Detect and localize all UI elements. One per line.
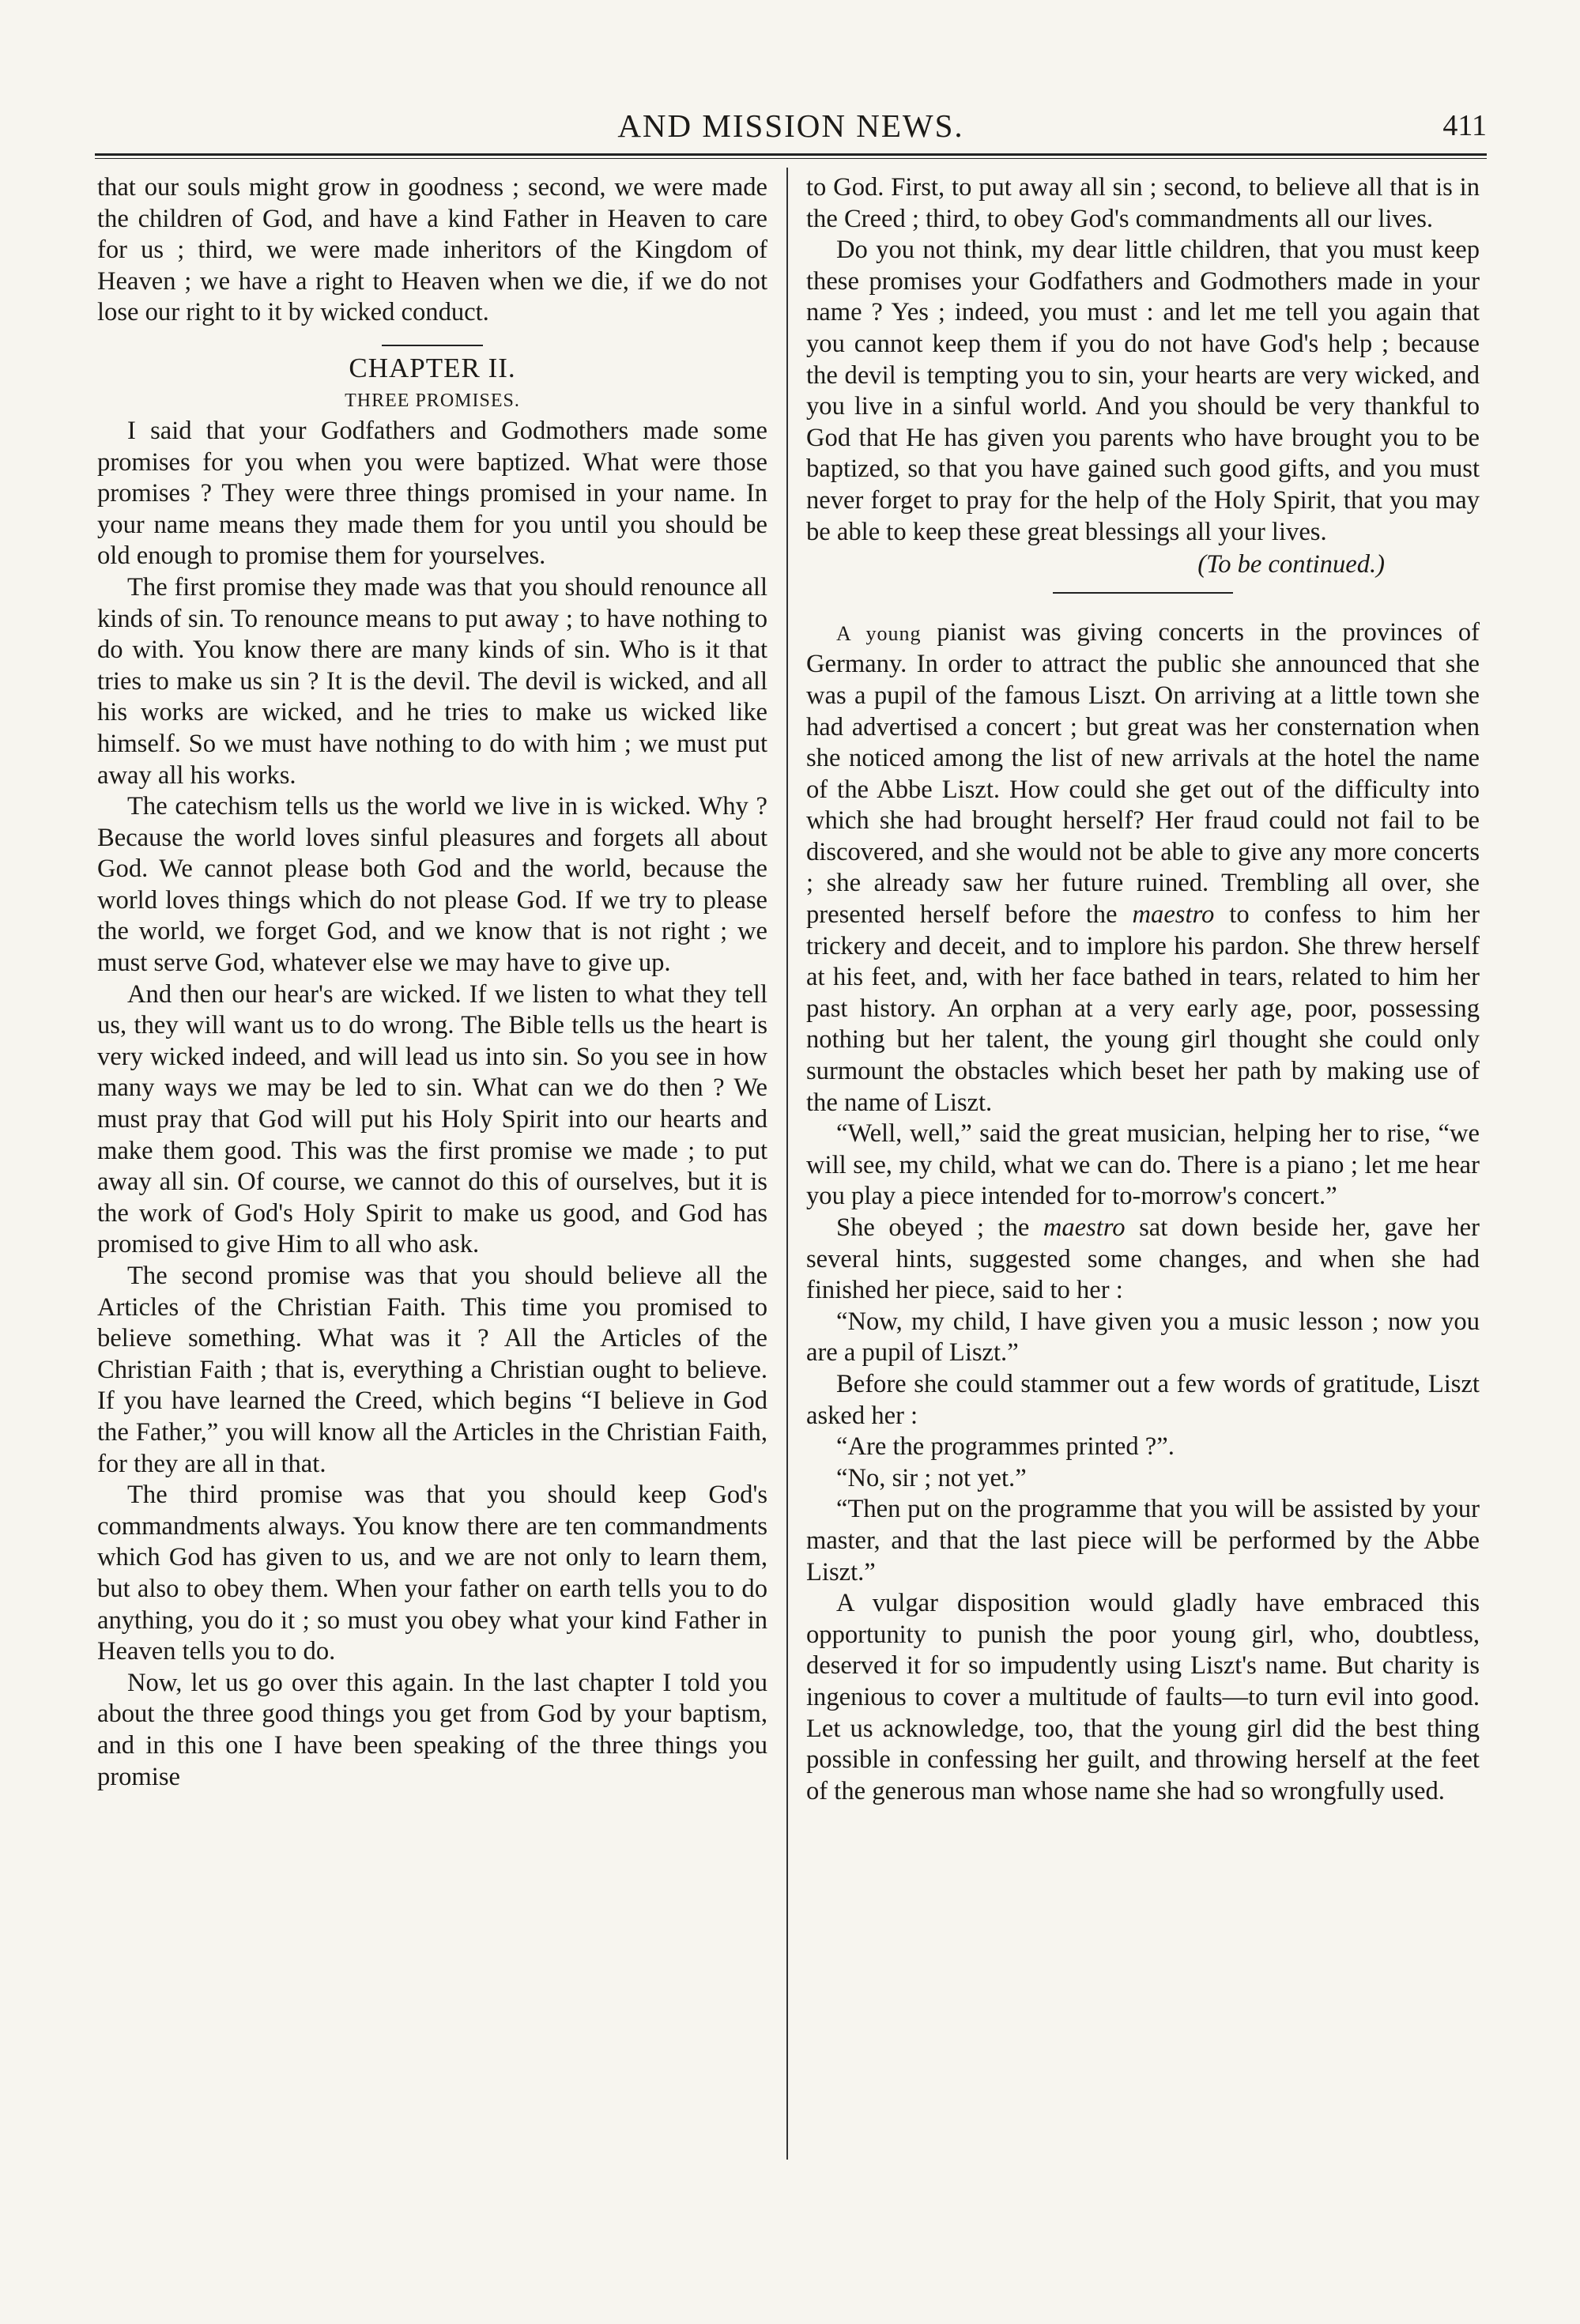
chapter-title: CHAPTER II. <box>349 352 516 383</box>
running-header <box>95 101 1487 150</box>
paragraph: The catechism tells us the world we live in is wicked. Why ? Because the world loves sinful pleasures and forgets all about God. We cannot please both God and the world, because the world loves things which do not please God. If we try to please the world, we forget God, and we know that is not right ; we must serve God, whatever else we may have to give up. <box>97 792 767 978</box>
maestro-word: maestro <box>1132 900 1215 930</box>
paragraph: “Then put on the programme that you will be assisted by your master, and that the last piece will be performed by the Abbe Liszt.” <box>806 1495 1480 1586</box>
story-text: She obeyed ; the <box>836 1213 1030 1242</box>
to-be-continued: (To be continued.) <box>1197 550 1385 579</box>
header-rule <box>95 153 1487 159</box>
paragraph: “No, sir ; not yet.” <box>836 1463 1027 1492</box>
paragraph: “Now, my child, I have given you a music lesson ; now you are a pupil of Liszt.” <box>806 1307 1480 1368</box>
paragraph: Do you not think, my dear little children, that you must keep these promises your Godfathers and Godmothers made in your name ? Yes ; indeed, you must : and let me tell you again that you cannot keep them if you do not have God's help ; because the devil is tempting you to sin, your hearts are very wicked, and you live in a sinful world. And you should be very thankful to God that He has given you parents who have brought you to be baptized, so that you have gained such good gifts, and you must never forget to pray for the help of the Holy Spirit, that you may be able to keep these great blessings all your lives. <box>806 236 1480 546</box>
right-column <box>806 172 1480 1807</box>
chapter-subtitle: THREE PROMISES. <box>345 390 520 411</box>
paragraph: A vulgar disposition would gladly have embraced this opportunity to punish the poor young girl, who, doubtless, deserved it for so impudently using Liszt's name. But charity is ingenious to cover a multitude of faults—to turn evil into good. Let us acknowledge, too, that the young girl did the best thing possible in confessing her guilt, and throwing herself at the feet of the generous man whose name she had so wrongfully used. <box>806 1589 1480 1805</box>
paragraph: The third promise was that you should keep God's commandments always. You know there are ten commandments which God has given to us, and we are not only to learn them, but also to obey them. When your father on earth tells you to do anything, you do it ; so must you obey what your kind Father in Heaven tells you to do. <box>97 1481 767 1666</box>
paragraph: The first promise they made was that you should renounce all kinds of sin. To renounce means to put away ; to have nothing to do with. You know there are many kinds of sin. Who is it that tries to make us sin ? It is the devil. The devil is wicked, and all his works are wicked, and he tries to make us wicked like himself. So we must have nothing to do with him ; we must put away all his works. <box>97 572 767 790</box>
article-separator <box>1053 592 1233 594</box>
continued-paragraph: to God. First, to put away all sin ; second, to believe all that is in the Creed ; third, to obey God's commandments all our lives. <box>806 173 1480 233</box>
paragraph: “Are the programmes printed ?”. <box>836 1432 1175 1462</box>
left-column <box>97 172 767 1793</box>
lead-word: A young <box>836 621 922 645</box>
continued-paragraph: that our souls might grow in goodness ; second, we were made the children of God, and have a kind Father in Heaven to care for us ; third, we were made inheritors of the Kingdom of Heaven ; we have a right to Heaven when we die, if we do not lose our right to it by wicked conduct. <box>97 173 767 327</box>
running-title: AND MISSION NEWS. <box>617 108 964 144</box>
paragraph: I said that your Godfathers and Godmothers made some promises for you when you were baptized. What were those promises ? They were three things promised in your name. In your name means they made them for you until you should be old enough to promise them for yourselves. <box>97 416 767 571</box>
paragraph: And then our hear's are wicked. If we listen to what they tell us, they will want us to do wrong. The Bible tells us the heart is very wicked indeed, and will lead us into sin. So you see in how many ways we may be led to sin. What can we do then ? We must pray that God will put his Holy Spirit into our hearts and make them good. This was the first promise we made ; to put away all sin. Of course, we cannot do this of ourselves, but it is the work of God's Holy Spirit to make us good, and God has promised to give Him to all who ask. <box>97 979 767 1259</box>
story-paragraph <box>806 617 1480 1119</box>
story-text: to confess to him her trickery and deceit, and to implore his pardon. She threw herself at his feet, and, with her face bathed in tears, related to him her past history. An orphan at a very early age, poor, possessing nothing but her talent, the young girl thought she could only surmount the obstacles which beset her path by making use of the name of Liszt. <box>806 900 1480 1117</box>
paragraph: “Well, well,” said the great musician, helping her to rise, “we will see, my child, what we can do. There is a piano ; let me hear you play a piece intended for to-morrow's concert.” <box>806 1119 1480 1211</box>
paragraph: Before she could stammer out a few words of gratitude, Liszt asked her : <box>806 1369 1480 1430</box>
paragraph: The second promise was that you should believe all the Articles of the Christian Faith. This time you promised to believe something. What was it ? All the Articles of the Christian Faith ; that is, everything a Christian ought to believe. If you have learned the Creed, which begins “I believe in God the Father,” you will know all the Articles in the Christian Faith, for they are all in that. <box>97 1262 767 1478</box>
chapter-rule <box>382 345 483 346</box>
story-text: pianist was giving concerts in the provinces of Germany. In order to attract the public she announced that she was a pupil of the famous Liszt. On arriving at a little town she had advertised a concert ; but great was her consternation when she noticed among the list of new arrivals at the hotel the name of the Abbe Liszt. How could she get out of the difficulty into which she had brought herself? Her fraud could not fail to be discovered, and she would not be able to give any more concerts ; she already saw her future ruined. Trembling all over, she presented herself before the <box>806 617 1480 930</box>
story-paragraph <box>806 1213 1480 1307</box>
maestro-word: maestro <box>1043 1213 1126 1242</box>
page-number: 411 <box>1442 109 1487 142</box>
column-divider <box>786 168 788 2160</box>
story-text: sat down beside her, gave her several hints, suggested some changes, and when she had finished her piece, said to her : <box>806 1213 1480 1305</box>
paragraph: Now, let us go over this again. In the last chapter I told you about the three good things you get from God by your baptism, and in this one I have been speaking of the three things you promise <box>97 1668 767 1791</box>
